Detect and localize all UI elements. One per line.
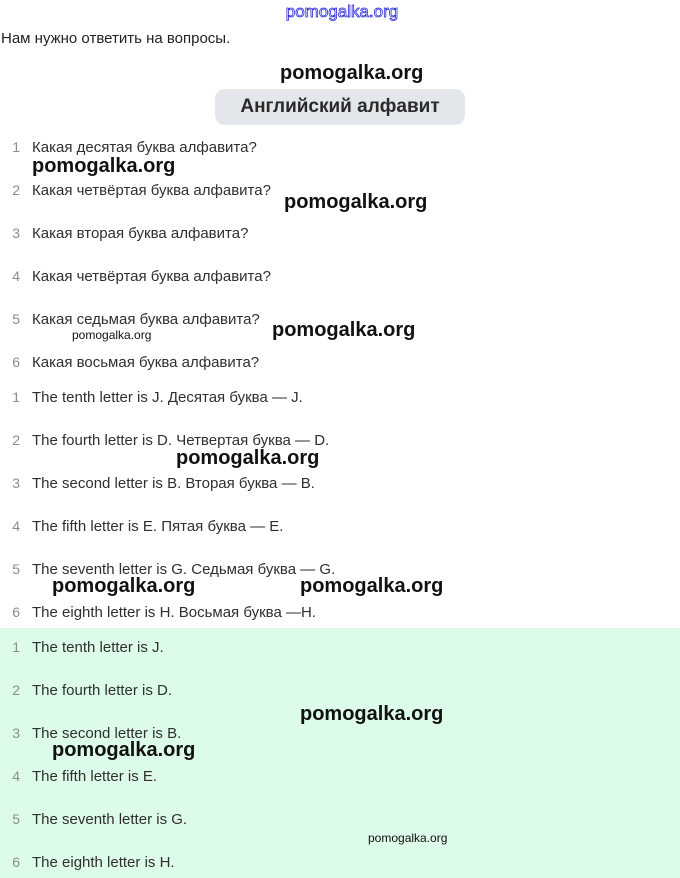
row-number: 1 [12, 139, 20, 155]
row-number: 6 [12, 854, 20, 870]
row-text: Какая четвёртая буква алфавита? [32, 181, 271, 199]
watermark-text: pomogalka.org [284, 191, 428, 213]
row-number: 6 [12, 354, 20, 370]
row-number: 4 [12, 768, 20, 784]
row-text: The fourth letter is D. [32, 681, 173, 699]
row-number: 5 [12, 561, 20, 577]
watermark-text: pomogalka.org [300, 575, 444, 597]
row-text: Какая десятая буква алфавита? [32, 138, 257, 156]
watermark-text: pomogalka.org [300, 703, 444, 725]
question-row [0, 308, 260, 330]
answer-row [0, 808, 187, 830]
answer-row [0, 636, 164, 658]
answer-row [0, 765, 157, 787]
row-text: Какая вторая буква алфавита? [32, 224, 249, 242]
row-text: The fourth letter is D. Четвертая буква — D. [32, 431, 330, 449]
explanation-row [0, 515, 283, 537]
row-number: 2 [12, 432, 20, 448]
row-text: The eighth letter is H. Восьмая буква —H. [32, 603, 316, 621]
watermark-text: pomogalka.org [72, 328, 152, 342]
row-number: 3 [12, 475, 20, 491]
top-watermark: pomogalka.org [285, 2, 399, 21]
row-number: 5 [12, 311, 20, 327]
row-text: Какая четвёртая буква алфавита? [32, 267, 271, 285]
row-text: Какая седьмая буква алфавита? [32, 310, 260, 328]
question-row [0, 222, 248, 244]
answer-row [0, 851, 175, 873]
row-text: The tenth letter is J. [32, 638, 164, 656]
row-text: The tenth letter is J. Десятая буква — J. [32, 388, 303, 406]
row-number: 2 [12, 182, 20, 198]
intro-text: Нам нужно ответить на вопросы. [1, 30, 231, 47]
row-text: Какая восьмая буква алфавита? [32, 353, 260, 371]
row-number: 1 [12, 639, 20, 655]
watermark-text: pomogalka.org [32, 155, 176, 177]
row-text: The eighth letter is H. [32, 853, 175, 871]
watermark-text: pomogalka.org [368, 831, 448, 845]
row-number: 3 [12, 225, 20, 241]
row-text: The seventh letter is G. Седьмая буква — G. [32, 560, 336, 578]
row-text: The fifth letter is E. [32, 767, 158, 785]
row-number: 1 [12, 389, 20, 405]
watermark-text: pomogalka.org [272, 319, 416, 341]
row-number: 4 [12, 518, 20, 534]
question-row [0, 265, 271, 287]
watermark-text: pomogalka.org [280, 62, 424, 84]
explanation-row [0, 386, 303, 408]
row-number: 6 [12, 604, 20, 620]
explanation-row [0, 601, 316, 623]
row-number: 4 [12, 268, 20, 284]
row-text: The fifth letter is E. Пятая буква — E. [32, 517, 284, 535]
watermark-text: pomogalka.org [52, 575, 196, 597]
row-text: The second letter is B. [32, 724, 182, 742]
page-title: Английский алфавит [215, 89, 465, 125]
watermark-text: pomogalka.org [52, 739, 196, 761]
row-number: 5 [12, 811, 20, 827]
explanation-row [0, 472, 315, 494]
question-row [0, 179, 271, 201]
row-text: The second letter is B. Вторая буква — B. [32, 474, 315, 492]
row-number: 2 [12, 682, 20, 698]
question-row [0, 351, 259, 373]
watermark-text: pomogalka.org [176, 447, 320, 469]
row-text: The seventh letter is G. [32, 810, 188, 828]
row-number: 3 [12, 725, 20, 741]
answer-row [0, 679, 172, 701]
